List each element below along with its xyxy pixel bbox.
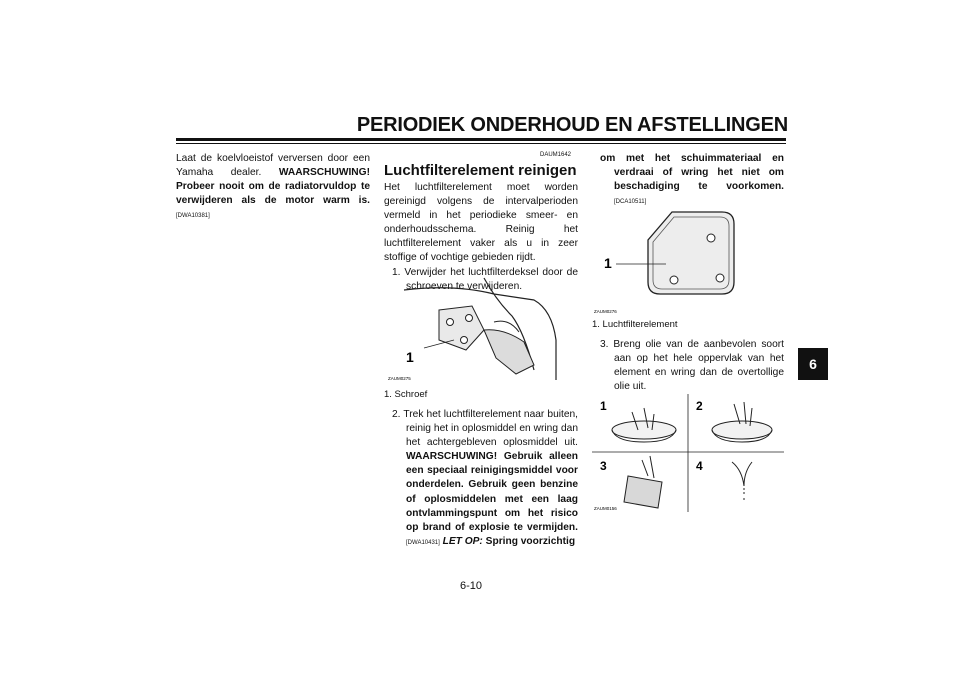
fig2-code: ZAUM0276	[594, 309, 617, 314]
fig1-label: 1	[406, 349, 414, 365]
chapter-tab: 6	[798, 348, 828, 380]
section-intro: Het luchtfilterelement moet worden gereinigd volgens de intervalperioden vermeld in het periodieke smeer- en onderhoudsschema. Reinig het luchtfilterelement vaker als u in zeer stoffige of vochtige gebieden rijdt.	[384, 182, 578, 264]
step-3: 3. Breng olie van de aanbevolen soort aan op het hele oppervlak van het element en wring dan de overtollige olie uit.	[600, 339, 784, 393]
column-1	[176, 152, 370, 223]
warning-ref: [DWA10381]	[176, 213, 210, 220]
page-header-title: PERIODIEK ONDERHOUD EN AFSTELLINGEN	[356, 114, 788, 136]
fig2-label: 1	[604, 255, 612, 271]
fig3-label-3: 3	[600, 459, 607, 473]
coolant-text: Laat de koelvloeistof verversen door een Yamaha dealer.	[176, 153, 370, 179]
airfilter-cover-illustration	[384, 270, 578, 382]
page-number: 6-10	[460, 580, 483, 592]
column-3-lower	[592, 338, 784, 394]
fig2-caption: 1. Luchtfilterelement	[592, 319, 678, 330]
section-code: DAUM1642	[540, 152, 572, 158]
fig3-label-1: 1	[600, 399, 607, 413]
section-title: Luchtfilterelement reinigen	[384, 162, 577, 179]
column-2-lower	[384, 408, 578, 550]
oiling-steps-illustration	[592, 390, 784, 514]
fig3-code: ZAUM0156	[594, 506, 617, 511]
note-text: Spring voorzichtig	[485, 535, 576, 547]
fig1-caption: 1. Schroef	[384, 389, 428, 400]
step-2-warning: WAARSCHUWING! Gebruik alleen een speciaal reinigingsmiddel voor onderdelen. Gebruik geen benzine of oplosmiddelen met een laag ontvlammingspunt om het risico op brand of explosie te vermijden.	[406, 451, 578, 533]
note-ref: [DCA10511]	[614, 199, 647, 206]
coolant-warning: WAARSCHUWING! Probeer nooit om de radiatorvuldop te verwijderen als de motor warm is.	[176, 167, 370, 207]
note-label: LET OP:	[442, 535, 483, 547]
fig3-label-2: 2	[696, 399, 703, 413]
step-2-ref: [DWA10431]	[406, 539, 440, 546]
header-rule-thick	[176, 138, 786, 141]
fig1-code: ZAUM0275	[388, 376, 411, 381]
airfilter-element-illustration	[592, 200, 784, 320]
header-rule-thin	[176, 143, 786, 144]
step-1: 1. Verwijder het luchtfilterdeksel door de schroeven te verwijderen.	[392, 266, 578, 292]
step-2: 2. Trek het luchtfilterelement naar buiten, reinig het in oplosmiddel en wring dan het achtergebleven oplosmiddel uit.	[392, 409, 578, 449]
note-continued: om met het schuimmateriaal en verdraai of wring het niet om beschadiging te voorkomen.	[600, 153, 784, 193]
fig3-label-4: 4	[696, 459, 703, 473]
